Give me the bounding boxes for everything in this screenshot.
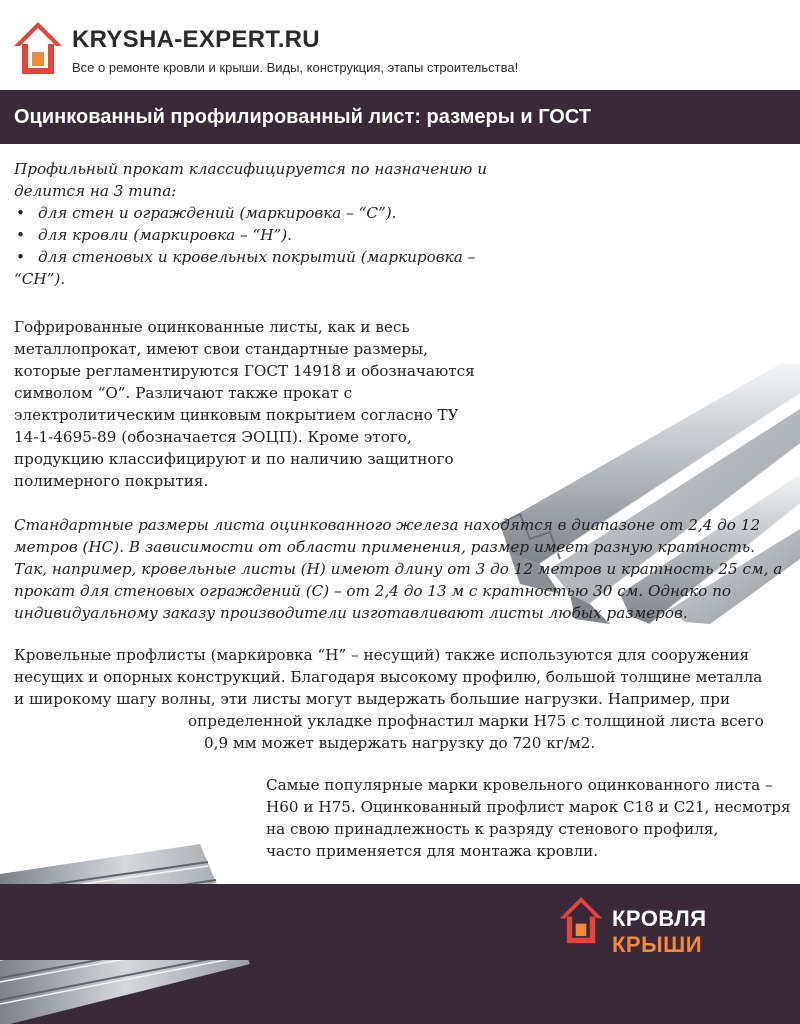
text-line: на свою принадлежность к разряду стенового профиля, [266,820,719,838]
text-line: металлопрокат, имеют свои стандартные размеры, [14,340,428,358]
intro-paragraph [14,158,494,290]
text-line: Так, например, кровельные листы (Н) имеют длину от 3 до 12 метров и кратность 25 см, а [14,560,783,578]
footer-brand-part1: КРОВЛЯ [612,906,707,931]
text-line: определенной укладке профнастил марки Н75 с толщиной листа всего [188,712,764,730]
load-paragraph [14,644,794,754]
text-line: Кровельные профлисты (маркировка “Н” – несущий) также используются для сооружения [14,646,750,664]
site-tagline: Все о ремонте кровли и крыши. Виды, конструкция, этапы строительства! [72,60,519,75]
house-logo-icon[interactable] [12,20,64,78]
text-line: метров (НС). В зависимости от области применения, размер имеет разную кратность. [14,538,755,556]
text-line: Гофрированные оцинкованные листы, как и весь [14,318,410,336]
text-line: продукцию классифицируют и по наличию защитного [14,450,454,468]
brands-paragraph [266,774,796,862]
site-header [0,0,800,90]
footer-brand-part2: КРЫШИ [612,932,703,957]
text-line: Стандартные размеры листа оцинкованного железа находятся в диапазоне от 2,4 до 12 [14,516,761,534]
text-line: несущих и опорных конструкций. Благодаря высокому профилю, большой толщине металла [14,668,763,686]
site-name[interactable]: KRYSHA-EXPERT.RU [72,26,320,53]
types-list [14,202,494,268]
text-line: полимерного покрытия. [14,472,209,490]
intro-line: Профильный прокат классифицируется по назначению и [14,160,488,178]
text-line: символом “О”. Различают также прокат с [14,384,353,402]
text-line: часто применяется для монтажа кровли. [266,842,599,860]
intro-line: делится на 3 типа: [14,182,177,200]
text-line: прокат для стеновых ограждений (С) – от 2,4 до 13 м с кратностью 30 см. Однако по [14,582,732,600]
intro-line: “СН”). [14,270,66,288]
house-logo-icon [558,894,604,948]
footer-brand[interactable] [612,906,800,958]
list-item: • для стен и ограждений (маркировка – “С”). [14,202,494,224]
text-line: и широкому шагу волны, эти листы могут выдержать большие нагрузки. Например, при [14,690,731,708]
text-line: 0,9 мм может выдержать нагрузку до 720 кг/м2. [204,734,596,752]
text-line: индивидуальному заказу производители изготавливают листы любых размеров. [14,604,688,622]
article-content [0,144,800,884]
list-item: • для кровли (маркировка – “Н”). [14,224,494,246]
text-line: Н60 и Н75. Оцинкованный профлист марок С18 и С21, несмотря [266,798,791,816]
page-title: Оцинкованный профилированный лист: размеры и ГОСТ [0,92,655,142]
text-line: Самые популярные марки кровельного оцинкованного листа – [266,776,773,794]
text-line: 14-1-4695-89 (обозначается ЭОЦП). Кроме этого, [14,428,412,446]
text-line: которые регламентируются ГОСТ 14918 и обозначаются [14,362,475,380]
list-item: • для стеновых и кровельных покрытий (маркировка – [14,246,494,268]
sizes-paragraph [14,514,794,624]
gost-paragraph [14,316,494,492]
text-line: электролитическим цинковым покрытием согласно ТУ [14,406,459,424]
